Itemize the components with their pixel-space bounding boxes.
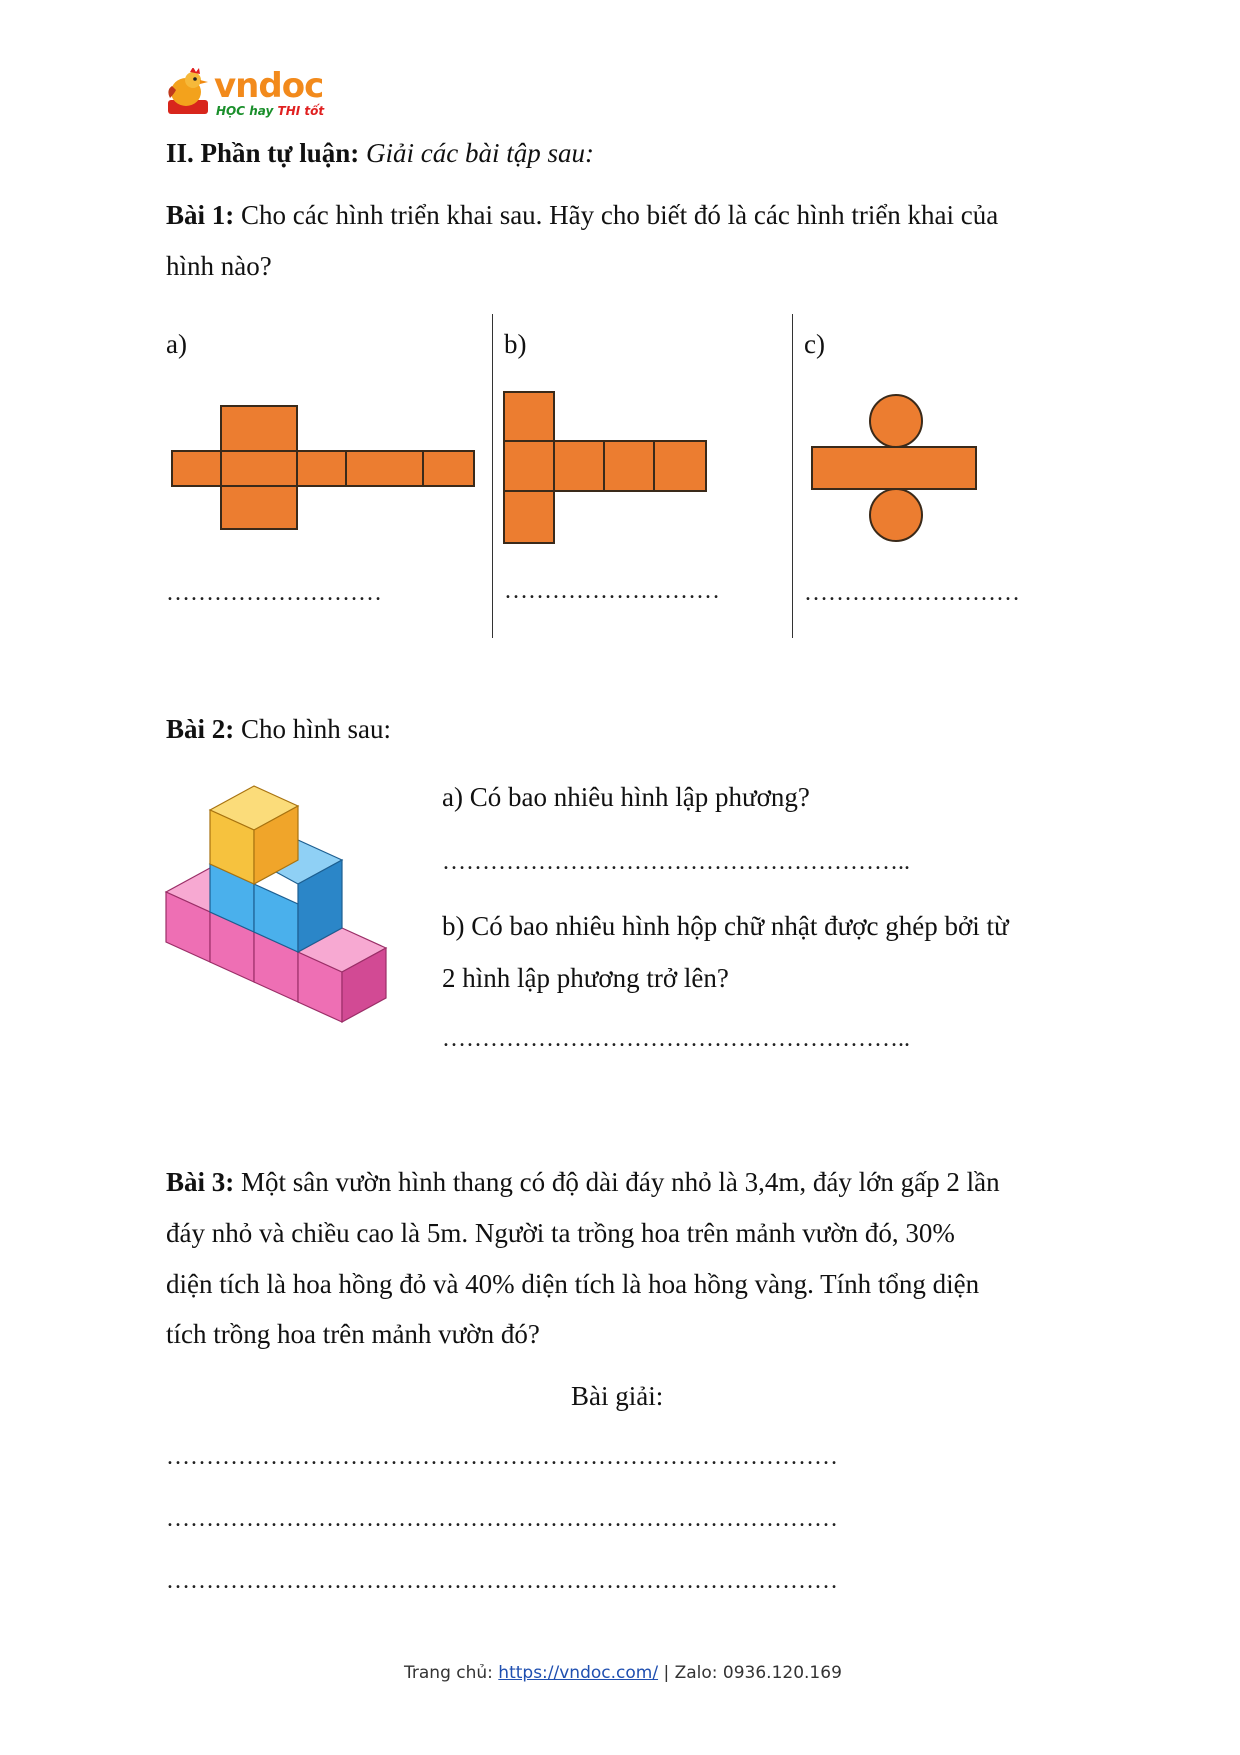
bai3-text-line2: đáy nhỏ và chiều cao là 5m. Người ta trồng hoa trên mảnh vườn đó, 30%: [166, 1218, 955, 1248]
logo: [166, 66, 326, 122]
footer-zalo: Zalo: 0936.120.169: [674, 1663, 842, 1683]
net-a-face-4: [346, 451, 423, 486]
bai3-text-line1: Một sân vườn hình thang có độ dài đáy nhỏ là 3,4m, đáy lớn gấp 2 lần: [241, 1167, 1000, 1197]
bai1-part-a-label: a): [166, 329, 187, 359]
bai2-question-a: a) Có bao nhiêu hình lập phương?: [442, 782, 810, 812]
net-a-top-face: [221, 406, 297, 451]
page-footer: [404, 1663, 842, 1683]
bai3-answer-line-3[interactable]: …………………………………………………………………………: [166, 1568, 838, 1594]
logo-tagline: [216, 104, 324, 118]
bai3-answer-line-1[interactable]: …………………………………………………………………………: [166, 1444, 838, 1470]
bai1-part-b-answer[interactable]: ………………………: [504, 578, 720, 604]
bai2-question-b-line1: b) Có bao nhiêu hình hộp chữ nhật được ghép bởi từ: [442, 911, 1009, 941]
bai2-question-b-line2: 2 hình lập phương trở lên?: [442, 963, 729, 993]
bai1-part-a-answer[interactable]: ………………………: [166, 580, 382, 606]
bai3-text-line4: tích trồng hoa trên mảnh vườn đó?: [166, 1319, 540, 1349]
bai3-answer-line-2[interactable]: …………………………………………………………………………: [166, 1506, 838, 1532]
net-a-face-2: [221, 451, 297, 486]
bai2-answer-a[interactable]: …………………………………………………..: [442, 849, 910, 875]
bai3-text-line3: diện tích là hoa hồng đỏ và 40% diện tích là hoa hồng vàng. Tính tổng diện: [166, 1269, 980, 1299]
bai2-intro: Cho hình sau:: [241, 714, 392, 744]
bai1-part-c-answer[interactable]: ………………………: [804, 580, 1020, 606]
logo-brand: vndoc: [214, 66, 324, 106]
net-a-face-1: [172, 451, 221, 486]
bai1-text-line2: hình nào?: [166, 251, 272, 281]
logo-tagline-a: HỌC hay: [216, 104, 274, 118]
bai3-line1: [166, 1166, 1000, 1198]
footer-separator: |: [663, 1663, 670, 1683]
net-c-bottom-circle: [870, 489, 922, 541]
footer-home-link[interactable]: https://vndoc.com/: [498, 1663, 659, 1683]
net-b-face-1: [504, 441, 554, 491]
net-b-top-face: [504, 392, 554, 441]
bai1-part-b-label: b): [504, 329, 527, 359]
bai2-cube-figure: [162, 780, 398, 1030]
bai1-net-b: [502, 390, 712, 548]
section-heading-label: II. Phần tự luận:: [166, 138, 360, 168]
logo-tagline-b: THI tốt: [277, 104, 325, 118]
bai2-heading: [166, 713, 391, 745]
bai1-part-c-label: c): [804, 329, 825, 359]
net-a-face-5: [423, 451, 474, 486]
net-a-bottom-face: [221, 486, 297, 529]
bai1-net-a: [170, 404, 480, 540]
net-b-bottom-face: [504, 491, 554, 543]
bai3-label: Bài 3:: [166, 1167, 235, 1197]
section-subtitle: Giải các bài tập sau:: [366, 138, 594, 168]
net-b-face-2: [554, 441, 604, 491]
net-c-top-circle: [870, 395, 922, 447]
bai1-line1: [166, 199, 998, 231]
bai1-divider-2: [792, 314, 793, 638]
bai2-answer-b[interactable]: …………………………………………………..: [442, 1026, 910, 1052]
bai1-divider-1: [492, 314, 493, 638]
section-heading: [166, 137, 594, 169]
net-c-lateral-face: [812, 447, 976, 489]
bai1-label: Bài 1:: [166, 200, 235, 230]
bai1-net-c: [810, 393, 982, 545]
bai3-solution-title: Bài giải:: [571, 1381, 664, 1411]
net-b-face-4: [654, 441, 706, 491]
bai2-label: Bài 2:: [166, 714, 235, 744]
footer-prefix: Trang chủ:: [404, 1663, 493, 1683]
rooster-mascot-icon: [166, 68, 212, 118]
pink-cube-row: [166, 868, 386, 1022]
net-b-face-3: [604, 441, 654, 491]
bai1-text-line1: Cho các hình triển khai sau. Hãy cho biết đó là các hình triển khai của: [241, 200, 999, 230]
net-a-face-3: [297, 451, 346, 486]
